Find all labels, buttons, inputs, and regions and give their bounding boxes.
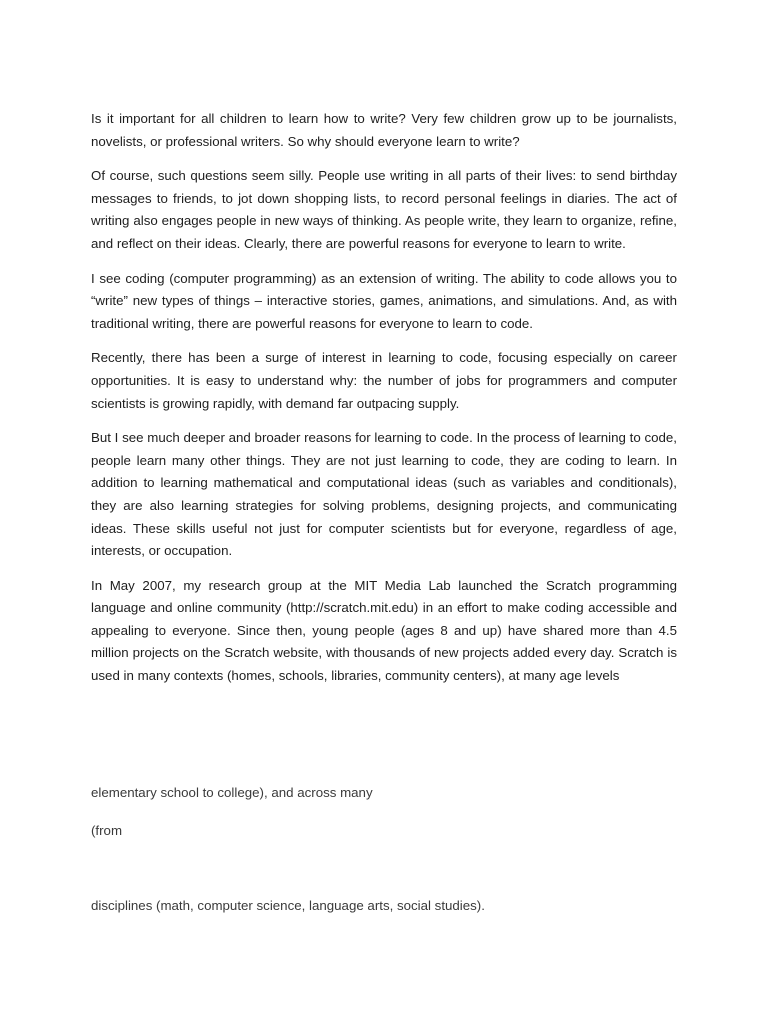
paragraph-3: I see coding (computer programming) as an extension of writing. The ability to code allows you to “write” new types of things – interactive stories, games, animations, and simulations. And, as with traditional writing, there are powerful reasons for everyone to learn to code. bbox=[91, 270, 677, 331]
paragraph-2: Of course, such questions seem silly. People use writing in all parts of their lives: to send birthday messages to friends, to jot down shopping lists, to record personal feelings in diaries. The act of writing also engages people in new ways of thinking. As people write, they learn to organize, refine, and reflect on their ideas. Clearly, there are powerful reasons for everyone to learn to write. bbox=[91, 168, 677, 251]
paragraph-1: Is it important for all children to learn how to write? Very few children grow up to be journalists, novelists, or professional writers. So why should everyone learn to write? bbox=[91, 111, 677, 149]
text-fragment-3: disciplines (math, computer science, language arts, social studies). bbox=[91, 898, 485, 913]
paragraph-4: Recently, there has been a surge of interest in learning to code, focusing especially on career opportunities. It is easy to understand why: the number of jobs for programmers and computer scientists is growing rapidly, with demand far outpacing supply. bbox=[91, 350, 677, 411]
text-fragment-2: (from bbox=[91, 823, 123, 838]
text-fragment-1: elementary school to college), and across many bbox=[91, 785, 373, 800]
paragraph-6: In May 2007, my research group at the MIT Media Lab launched the Scratch programming language and online community (http://scratch.mit.edu) in an effort to make coding accessible and appealing to everyone. Since then, young people (ages 8 and up) have shared more than 4.5 million projects on the Scratch website, with thousands of new projects added every day. Scratch is used in many contexts (homes, schools, libraries, community centers), at many age levels bbox=[91, 577, 677, 684]
paragraph-5: But I see much deeper and broader reasons for learning to code. In the process of learning to code, people learn many other things. They are not just learning to code, they are coding to learn. In addition to learning mathematical and computational ideas (such as variables and conditionals), they are also learning strategies for solving problems, designing projects, and communicating ideas. These skills useful not just for computer scientists but for everyone, regardless of age, interests, or occupation. bbox=[91, 430, 677, 559]
body-text bbox=[91, 108, 677, 700]
